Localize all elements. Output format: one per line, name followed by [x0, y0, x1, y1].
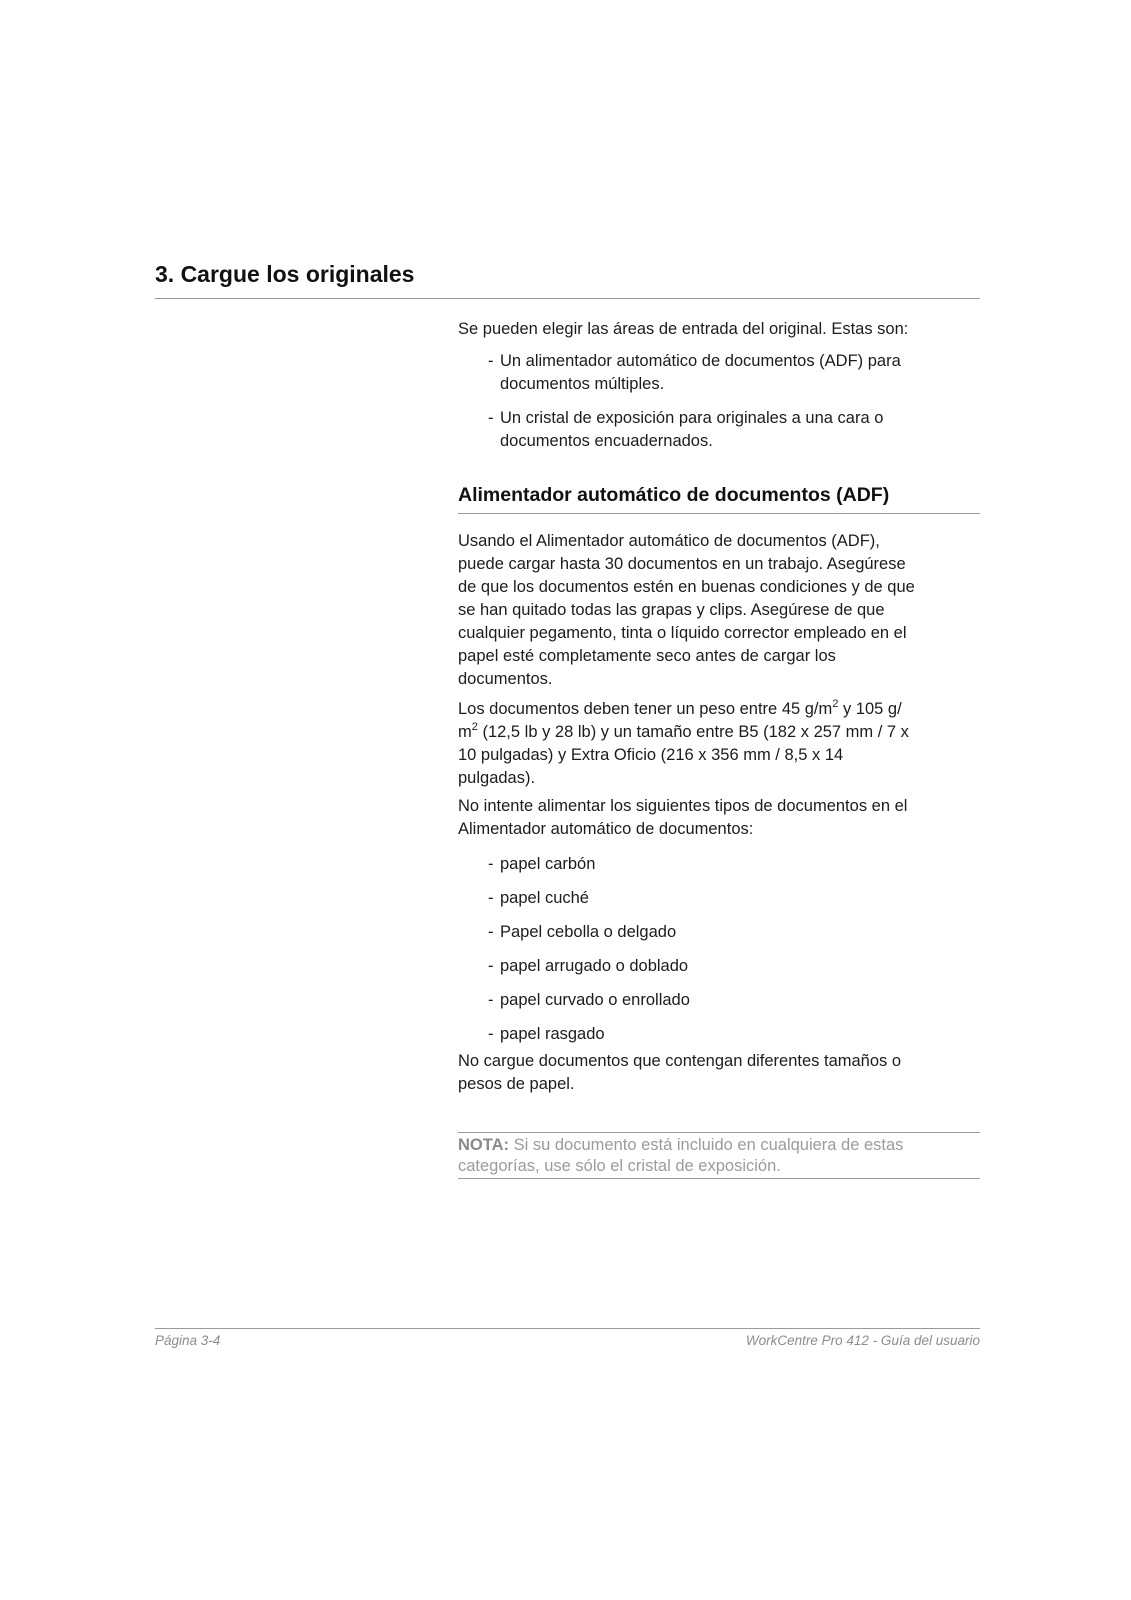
- section-rule: [458, 513, 980, 514]
- paragraph-line: Alimentador automático de documentos:: [458, 820, 754, 838]
- list-item-label: papel cuché: [500, 889, 589, 907]
- text-run: (12,5 lb y 28 lb) y un tamaño entre B5 (182 x 257 mm / 7 x: [477, 723, 909, 741]
- note-label: NOTA:: [458, 1136, 510, 1154]
- list-item: [488, 407, 978, 453]
- paragraph-line: pesos de papel.: [458, 1075, 575, 1093]
- paragraph-line: documentos.: [458, 670, 553, 688]
- bullet-dash: -: [488, 889, 494, 907]
- paragraph-line: No cargue documentos que contengan diferentes tamaños o: [458, 1052, 902, 1070]
- paragraph-mixed-sizes: [458, 1050, 978, 1096]
- intro-text: Se pueden elegir las áreas de entrada del original. Estas son:: [458, 320, 909, 338]
- paragraph-line: No intente alimentar los siguientes tipos de documentos en el: [458, 797, 908, 815]
- footer-rule: [155, 1328, 980, 1329]
- note-line: [458, 1135, 982, 1156]
- paragraph-adf-capacity: [458, 530, 978, 691]
- superscript: 2: [471, 721, 478, 733]
- bullet-dash: -: [488, 957, 494, 975]
- bullet-dash: -: [488, 923, 494, 941]
- paragraph-line: [458, 721, 978, 744]
- list-item: [488, 955, 978, 978]
- paragraph-excluded-intro: [458, 795, 978, 841]
- text-run: y 105 g/: [838, 700, 902, 718]
- list-item: [488, 989, 978, 1012]
- list-item-label: papel curvado o enrollado: [500, 991, 690, 1009]
- bullet-dash: -: [488, 409, 494, 427]
- paragraph-line: pulgadas).: [458, 769, 536, 787]
- note-rule-bottom: [458, 1178, 980, 1179]
- paragraph-line: se han quitado todas las grapas y clips. Asegúrese de que: [458, 601, 885, 619]
- paragraph-line: Usando el Alimentador automático de documentos (ADF),: [458, 532, 880, 550]
- paragraph-line: 10 pulgadas) y Extra Oficio (216 x 356 mm / 8,5 x 14: [458, 746, 844, 764]
- bullet-dash: -: [488, 352, 494, 370]
- paragraph-line: papel esté completamente seco antes de cargar los: [458, 647, 836, 665]
- list-item-label: papel carbón: [500, 855, 596, 873]
- paragraph-line: [458, 698, 978, 721]
- note-text: Si su documento está incluido en cualquiera de estas: [509, 1136, 904, 1154]
- bullet-dash: -: [488, 991, 494, 1009]
- superscript: 2: [832, 698, 839, 710]
- list-item-label: papel arrugado o doblado: [500, 957, 689, 975]
- section-heading: Alimentador automático de documentos (ADF): [458, 484, 890, 506]
- paragraph-document-specs: [458, 698, 978, 790]
- list-item: [488, 887, 978, 910]
- list-item: [488, 921, 978, 944]
- list-item-line: documentos múltiples.: [500, 375, 665, 393]
- note-line: categorías, use sólo el cristal de exposición.: [458, 1157, 781, 1175]
- list-item-label: Papel cebolla o delgado: [500, 923, 677, 941]
- page-number: Página 3-4: [155, 1333, 221, 1348]
- list-item: [488, 1023, 978, 1046]
- bullet-dash: -: [488, 855, 494, 873]
- note-rule-top: [458, 1132, 980, 1133]
- text-run: Los documentos deben tener un peso entre 45 g/m: [458, 700, 833, 718]
- bullet-dash: -: [488, 1025, 494, 1043]
- list-item: [488, 350, 978, 396]
- list-item-line: Un cristal de exposición para originales a una cara o: [500, 409, 884, 427]
- list-item-line: documentos encuadernados.: [500, 432, 713, 450]
- text-run: m: [458, 723, 472, 741]
- heading-rule: [155, 298, 980, 299]
- list-item-line: Un alimentador automático de documentos (ADF) para: [500, 352, 901, 370]
- footer-title: WorkCentre Pro 412 - Guía del usuario: [745, 1333, 980, 1348]
- note-box: [458, 1135, 982, 1177]
- list-item-label: papel rasgado: [500, 1025, 605, 1043]
- paragraph-line: de que los documentos estén en buenas condiciones y de que: [458, 578, 915, 596]
- paragraph-line: puede cargar hasta 30 documentos en un trabajo. Asegúrese: [458, 555, 906, 573]
- list-item: [488, 853, 978, 876]
- paragraph-line: cualquier pegamento, tinta o líquido corrector empleado en el: [458, 624, 907, 642]
- page-heading: 3. Cargue los originales: [155, 261, 415, 287]
